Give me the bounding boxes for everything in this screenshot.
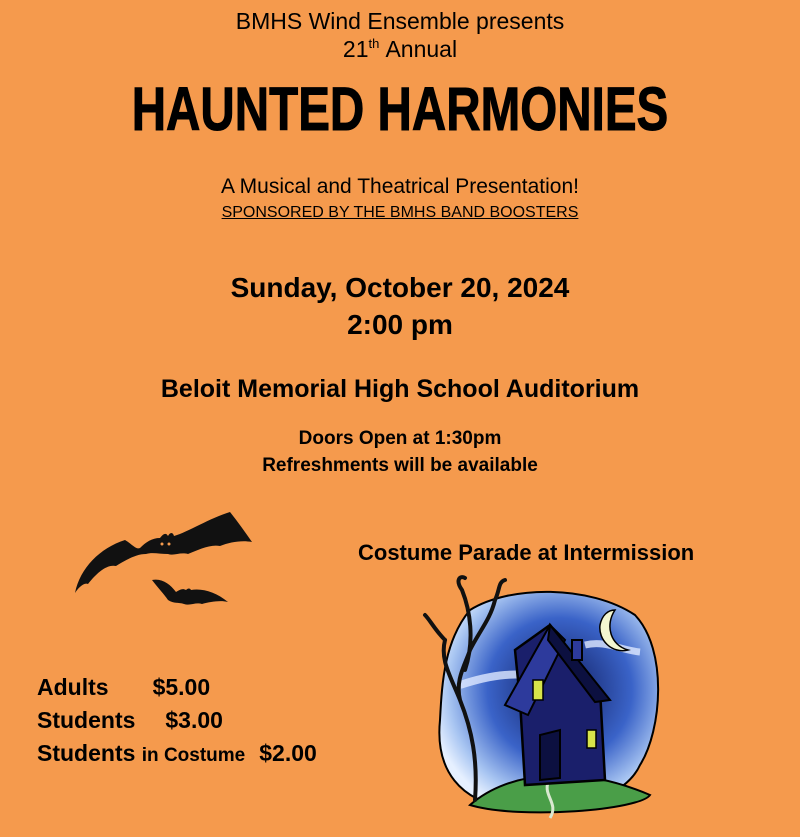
price-students-label: Students (37, 707, 136, 733)
price-costume (37, 740, 317, 767)
price-students-value: $3.00 (165, 707, 223, 733)
price-costume-label: Students (37, 740, 136, 766)
annual-number: 21 (342, 36, 369, 62)
price-costume-value: $2.00 (259, 740, 317, 766)
annual-suffix: th (368, 36, 380, 51)
event-venue: Beloit Memorial High School Auditorium (160, 375, 640, 403)
annual-word: Annual (385, 36, 458, 62)
doors-open: Doors Open at 1:30pm (298, 428, 502, 449)
event-subtitle: A Musical and Theatrical Presentation! (221, 175, 579, 198)
haunted-house-icon (400, 570, 675, 825)
small-bat-icon (152, 580, 228, 605)
price-adults (37, 674, 210, 701)
price-costume-label-small: in Costume (141, 745, 246, 766)
annual-line (0, 36, 800, 63)
sponsor-line: SPONSORED BY THE BMHS BAND BOOSTERS (221, 204, 579, 221)
refreshments-note: Refreshments will be available (262, 455, 538, 476)
event-date: Sunday, October 20, 2024 (230, 272, 570, 303)
event-time: 2:00 pm (347, 309, 453, 340)
large-bat-icon (75, 512, 252, 593)
bats-icon (70, 508, 260, 613)
costume-parade: Costume Parade at Intermission (358, 540, 695, 565)
price-students (37, 707, 223, 734)
event-title: HAUNTED HARMONIES (131, 75, 669, 143)
presenter-line: BMHS Wind Ensemble presents (235, 8, 565, 34)
price-adults-label: Adults (37, 674, 109, 700)
price-adults-value: $5.00 (152, 674, 211, 700)
